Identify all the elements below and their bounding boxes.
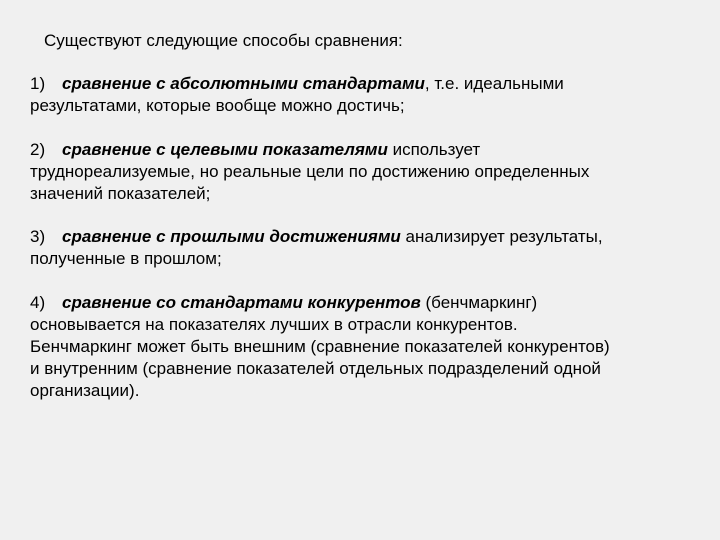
list-item-text: использует — [387, 140, 481, 159]
list-item-text: анализирует результаты, — [400, 227, 603, 246]
list-item-term: сравнение со стандартами конкурентов — [62, 293, 421, 312]
list-item-text: , т.е. идеальными — [424, 74, 564, 93]
list-item-text-line: значений показателей; — [30, 184, 211, 203]
list-item-number: 2) — [30, 140, 46, 159]
list-item-past-achievements — [30, 226, 680, 270]
list-item-text-line: труднореализуемые, но реальные цели по достижению определенных — [30, 162, 590, 181]
list-item-text-line: Бенчмаркинг может быть внешним (сравнение показателей конкурентов) — [30, 337, 610, 356]
list-item-text-line: результатами, которые вообще можно достичь; — [30, 96, 405, 115]
list-item-competitor-standards — [30, 292, 680, 402]
list-item-target-indicators — [30, 139, 680, 205]
list-item-number: 3) — [30, 227, 46, 246]
list-item-text-line: организации). — [30, 381, 140, 400]
list-item-term: сравнение с прошлыми достижениями — [62, 227, 401, 246]
list-item-text-line: основывается на показателях лучших в отрасли конкурентов. — [30, 315, 518, 334]
list-item-first-line — [30, 73, 680, 95]
list-item-first-line — [30, 226, 680, 248]
list-item-term: сравнение с абсолютными стандартами — [62, 74, 425, 93]
list-item-text: (бенчмаркинг) — [420, 293, 538, 312]
list-item-number: 4) — [30, 293, 46, 312]
list-item-first-line — [30, 139, 680, 161]
list-item-first-line — [30, 292, 680, 314]
list-item-text-line: и внутренним (сравнение показателей отдельных подразделений одной — [30, 359, 601, 378]
list-item-number: 1) — [30, 74, 46, 93]
list-item-term: сравнение с целевыми показателями — [62, 140, 388, 159]
list-item-absolute-standards — [30, 73, 680, 117]
list-item-text-line: полученные в прошлом; — [30, 249, 222, 268]
slide-heading: Существуют следующие способы сравнения: — [44, 31, 403, 50]
